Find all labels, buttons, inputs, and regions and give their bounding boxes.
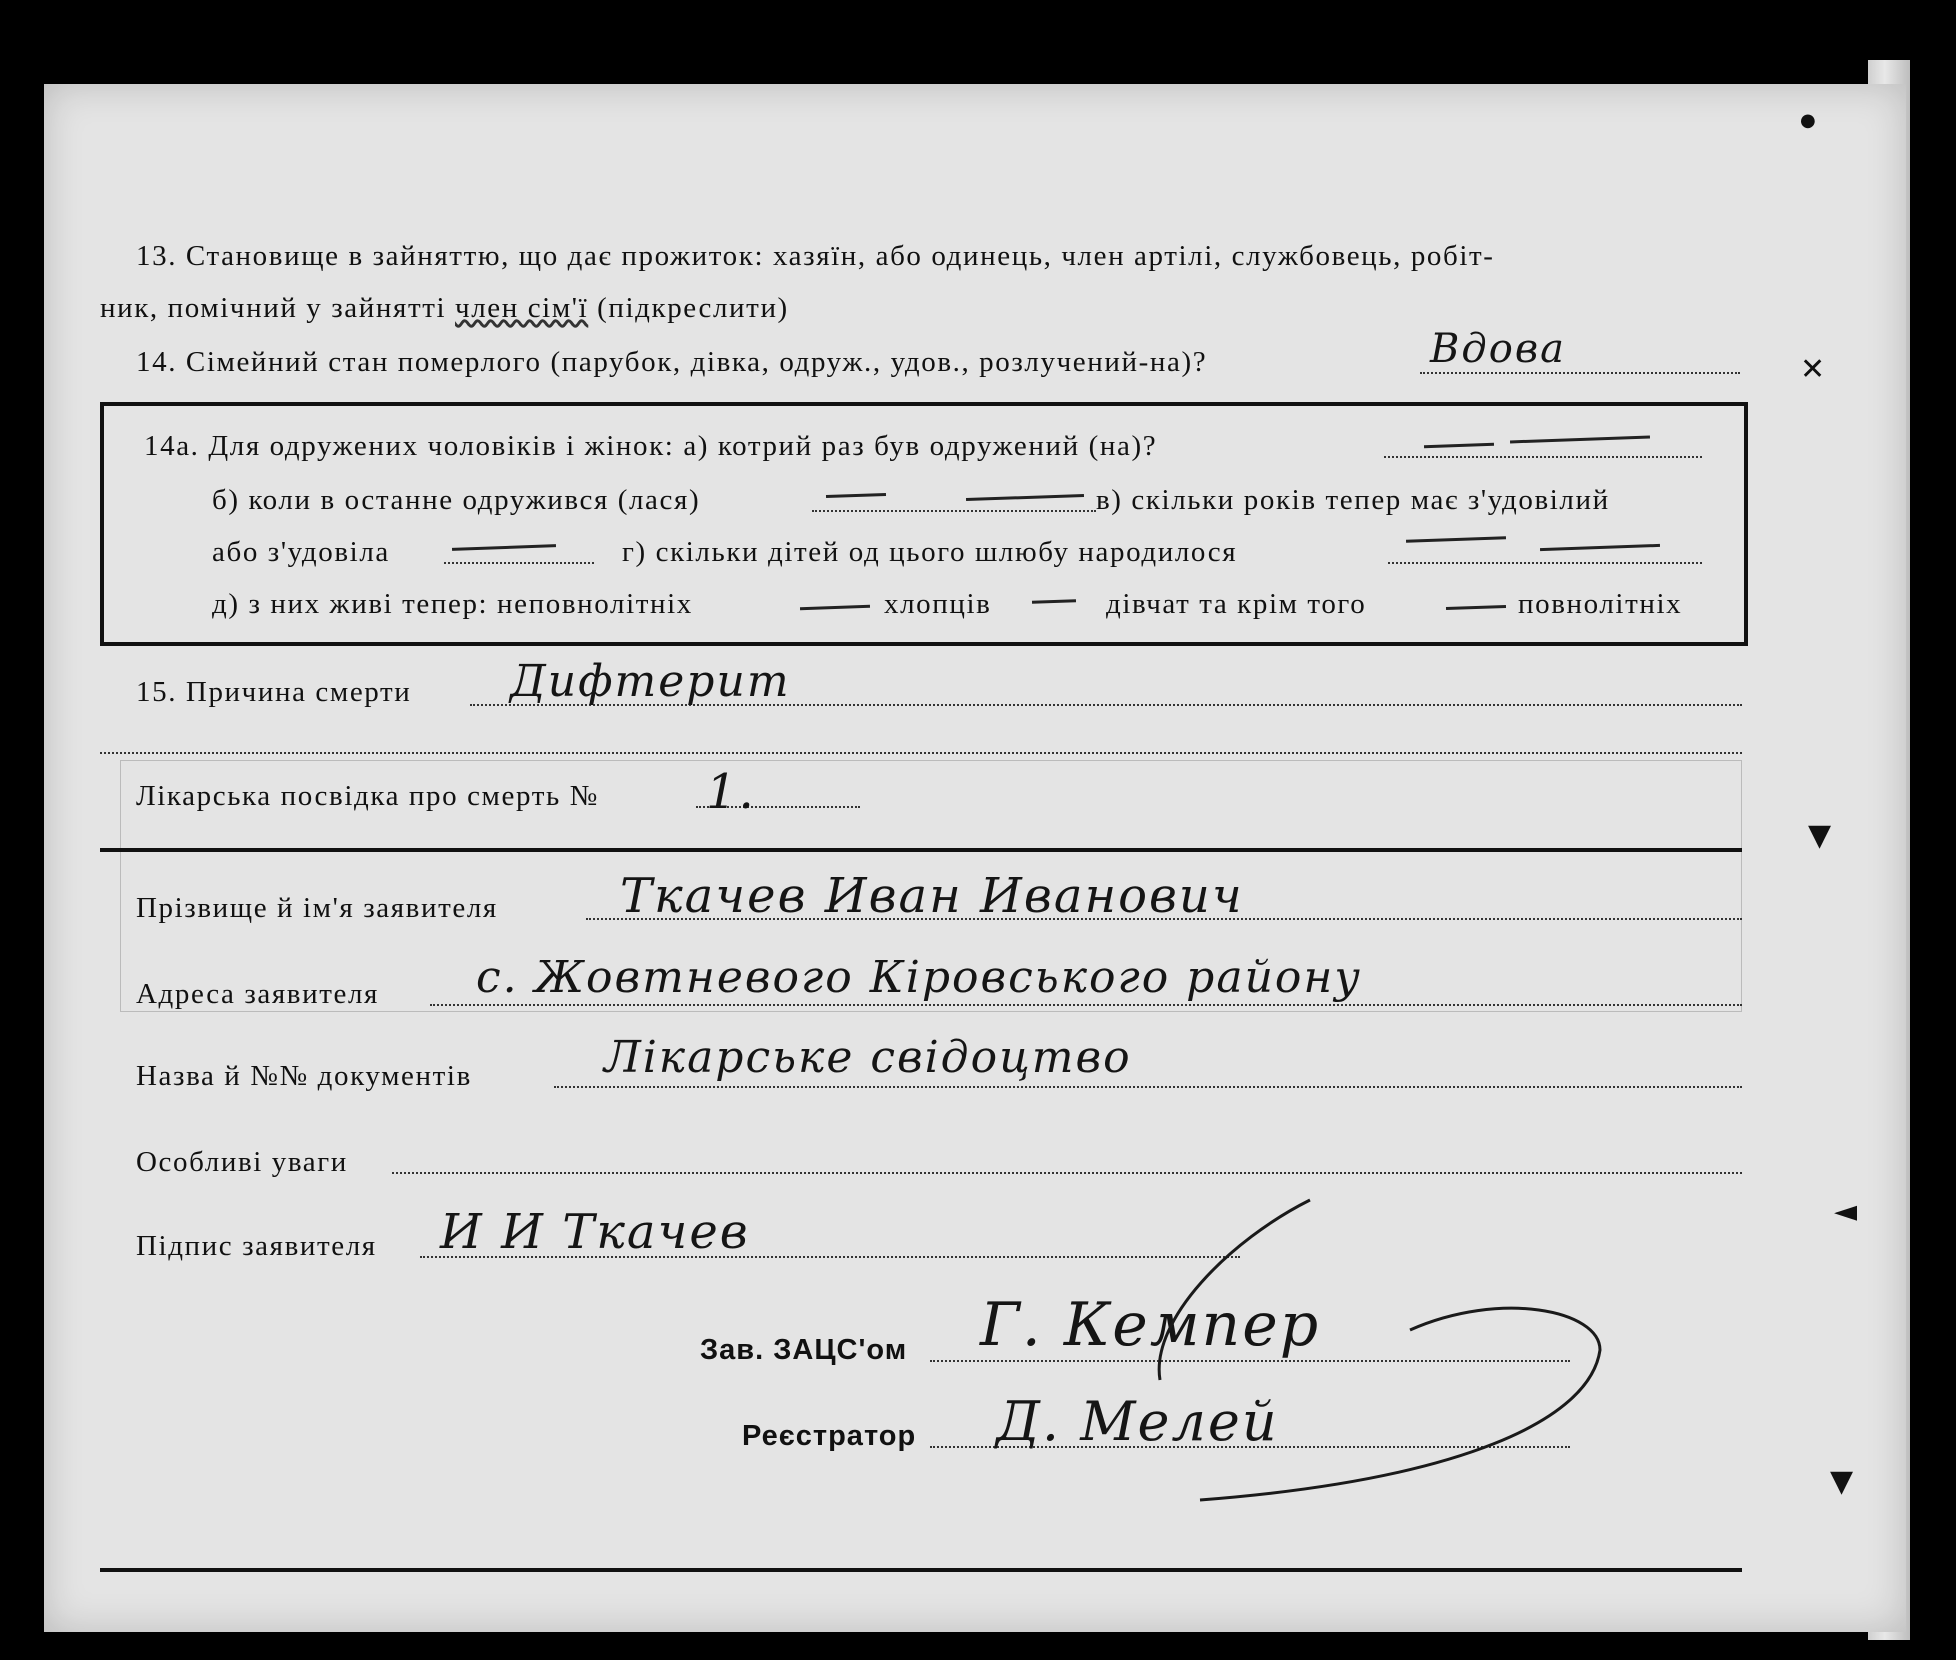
remarks-label: Особливі уваги [136,1146,348,1178]
applicant-address-dotted-line [430,1004,1742,1006]
field-14a-line3b-dots [1388,562,1702,564]
field-14-dotted-line [1420,372,1740,374]
field-14a-line4b: хлопців [884,588,992,620]
field-14-label: 14. Сімейний стан померлого (парубок, дівка, одруж., удов., розлучений-на)? [136,346,1208,378]
field-14a-line3-dots [444,562,594,564]
applicant-signature-value: И И Ткачев [440,1204,750,1260]
documents-value: Лікарське свідоцтво [604,1032,1132,1083]
field-14a-line3a: або з'удовіла [212,536,390,568]
field-15-second-line [100,752,1742,754]
head-signature-value: Г. Кемпер [980,1290,1321,1360]
cause-of-death-value: Дифтерит [510,656,791,707]
signature-flourish [1080,1180,1640,1510]
binding-hole-mark: ▼ [1830,1464,1854,1499]
applicant-address-label: Адреса заявителя [136,978,379,1010]
applicant-name-label: Прізвище й ім'я заявителя [136,892,498,924]
field-13-line1: 13. Становище в зайняттю, що дає прожиток: хазяїн, або одинець, член артілі, службовець, робіт- [136,240,1495,272]
field-14a-line4a: д) з них живі тепер: неповнолітніх [212,588,693,620]
field-14a-line2b: в) скільки років тепер має з'удовілий [1096,484,1610,516]
field-15-label: 15. Причина смерти [136,676,412,708]
applicant-name-value: Ткачев Иван Иванович [620,868,1244,924]
speck-mark: ● [1800,110,1816,131]
certificate-label: Лікарська посвідка про смерть № [136,780,599,812]
field-14a-line1: 14а. Для одружених чоловіків і жінок: а) котрий раз був одружений (на)? [144,430,1158,462]
head-label: Зав. ЗАЦС'ом [700,1334,908,1366]
registrar-label: Реєстратор [742,1420,917,1452]
field-14a-line2-dots [812,510,1096,512]
applicant-signature-label: Підпис заявителя [136,1230,377,1262]
field-14a-line4d: повнолітніх [1518,588,1683,620]
applicant-address-value: с. Жовтневого Кіровського району [476,952,1362,1003]
field-14a-line1-dots [1384,456,1702,458]
marital-status-value: Вдова [1430,326,1566,372]
binding-hole-mark: ▼ [1808,818,1832,853]
remarks-dotted-line [392,1172,1742,1174]
underlined-option: член сім'ї [455,292,589,324]
field-14a-line4c: дівчат та крім того [1106,588,1367,620]
binding-hole-mark: ✕ [1800,352,1826,387]
documents-label: Назва й №№ документів [136,1060,472,1092]
field-14a-line2a: б) коли в останне одружився (лася) [212,484,701,516]
field-14a-line3b: г) скільки дітей од цього шлюбу народилося [622,536,1238,568]
documents-dotted-line [554,1086,1742,1088]
registrar-signature-value: Д. Мелей [996,1390,1279,1453]
certificate-number-value: 1. [706,764,756,820]
bottom-rule [100,1568,1742,1572]
field-13-line2: ник, помічний у зайнятті член сім'ї (підкреслити) [100,292,789,324]
section-divider [100,848,1742,852]
binding-hole-mark: ◄ [1834,1194,1858,1229]
